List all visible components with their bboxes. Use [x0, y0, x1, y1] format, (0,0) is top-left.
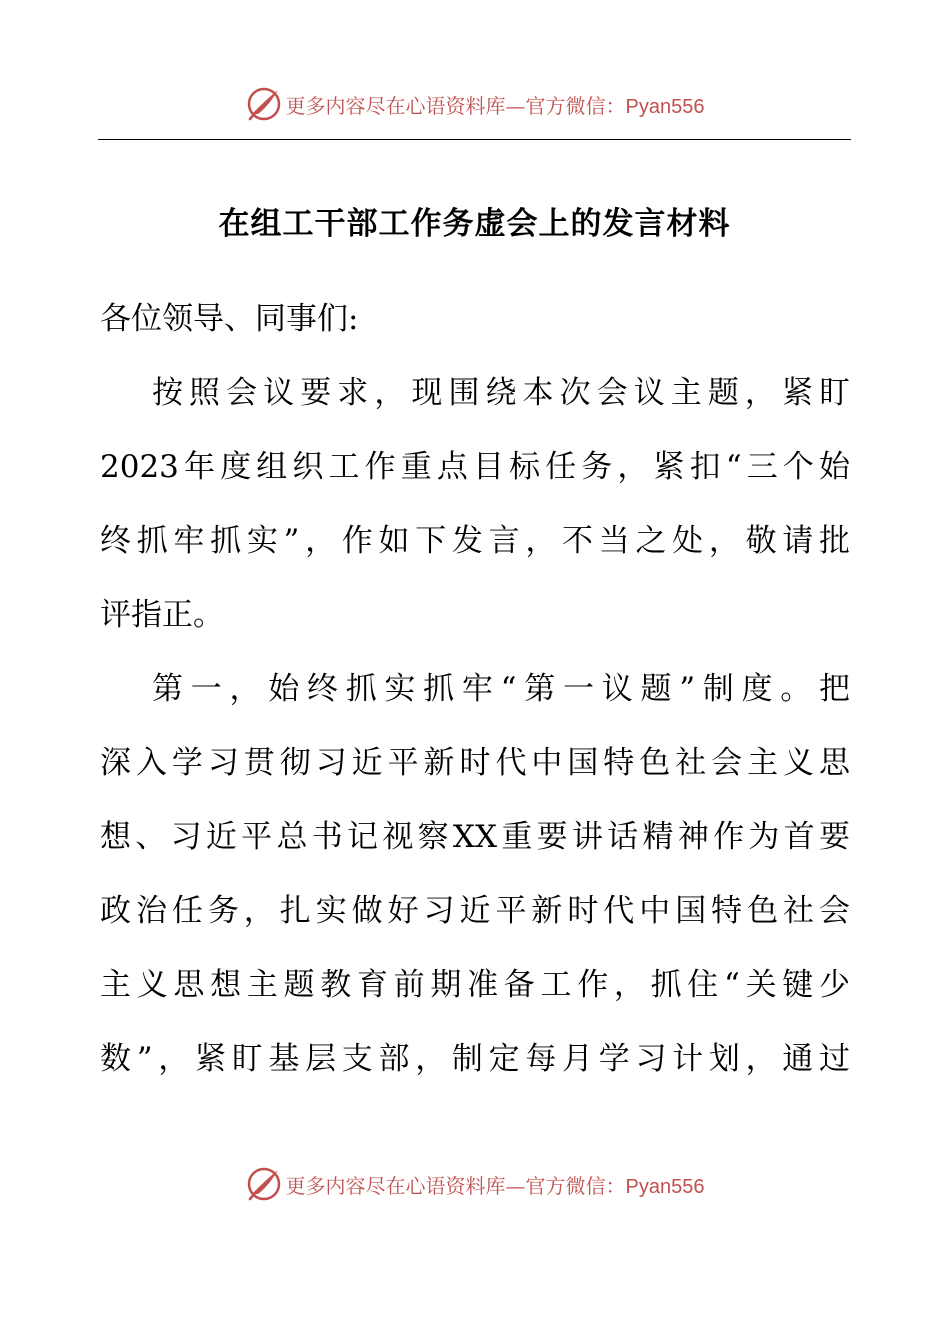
header-banner-text: 更多内容尽在心语资料库—官方微信：	[285, 93, 626, 118]
body-line: 终抓牢抓实”，作如下发言，不当之处，敬请批	[100, 523, 850, 559]
header-banner	[0, 84, 950, 124]
body-line: 政治任务，扎实做好习近平新时代中国特色社会	[100, 893, 850, 929]
salutation-line: 各位领导、同事们:	[100, 301, 359, 337]
header-rule	[98, 139, 851, 140]
quill-logo-icon	[246, 1166, 282, 1202]
document-title: 在组工干部工作务虚会上的发言材料	[218, 206, 731, 242]
body-line: 第一，始终抓实抓牢“第一议题”制度。把	[152, 671, 850, 707]
body-line: 深入学习贯彻习近平新时代中国特色社会主义思	[100, 745, 850, 781]
footer-banner	[0, 1164, 950, 1204]
body-line: 主义思想主题教育前期准备工作，抓住“关键少	[100, 967, 850, 1003]
body-line: 评指正。	[100, 597, 224, 633]
body-line: 想、习近平总书记视察XX重要讲话精神作为首要	[100, 819, 850, 855]
body-line: 按照会议要求，现围绕本次会议主题，紧盯	[152, 375, 850, 411]
body-line: 2023年度组织工作重点目标任务，紧扣“三个始	[100, 449, 850, 485]
body-line: 数”，紧盯基层支部，制定每月学习计划，通过	[100, 1041, 850, 1077]
document-body	[100, 282, 850, 1096]
quill-logo-icon	[246, 86, 282, 122]
header-banner-id: Pyan556	[625, 95, 705, 118]
footer-banner-text: 更多内容尽在心语资料库—官方微信：	[285, 1173, 626, 1198]
footer-banner-id: Pyan556	[625, 1175, 705, 1198]
